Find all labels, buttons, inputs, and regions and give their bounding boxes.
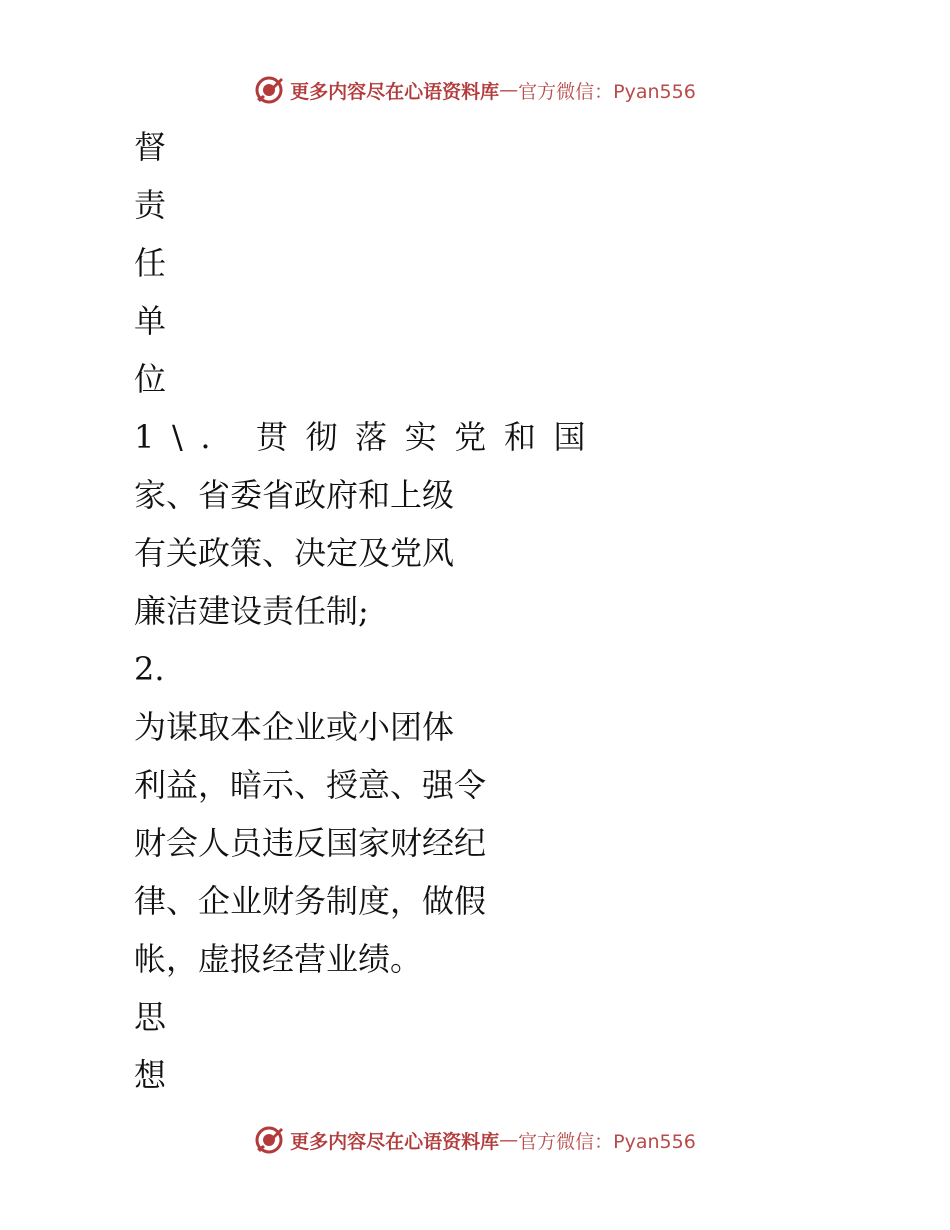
body-line: 责 — [134, 186, 167, 224]
body-line: 想 — [134, 1056, 167, 1094]
body-line: 有关政策、决定及党风 — [134, 534, 455, 572]
body-line: 利益，暗示、授意、强令 — [134, 766, 487, 804]
footer-watermark-banner — [0, 1120, 950, 1160]
body-line: 位 — [134, 360, 167, 398]
brand-text: 更多内容尽在心语资料库 — [290, 1130, 500, 1153]
body-line: 单 — [134, 302, 167, 340]
body-line: 督 — [134, 128, 167, 166]
wechat-text: 官方微信：Pyan556 — [518, 80, 696, 103]
separator-dash: — — [499, 79, 519, 101]
body-line: 帐，虚报经营业绩。 — [134, 940, 423, 978]
document-body — [134, 118, 654, 1104]
body-line: 为谋取本企业或小团体 — [134, 708, 455, 746]
body-line: 家、省委省政府和上级 — [134, 476, 455, 514]
pen-logo-icon — [254, 1125, 284, 1155]
pen-logo-icon — [254, 75, 284, 105]
body-line: 思 — [134, 998, 167, 1036]
body-line: 律、企业财务制度，做假 — [134, 882, 487, 920]
separator-dash: — — [499, 1129, 519, 1151]
body-line: 1\. 贯彻落实党和国 — [134, 418, 604, 456]
header-watermark-banner — [0, 70, 950, 110]
wechat-text: 官方微信：Pyan556 — [518, 1130, 696, 1153]
body-line: 财会人员违反国家财经纪 — [134, 824, 487, 862]
body-line: 廉洁建设责任制; — [134, 592, 369, 630]
body-line: 任 — [134, 244, 167, 282]
brand-text: 更多内容尽在心语资料库 — [290, 80, 500, 103]
body-line: 2. — [134, 650, 165, 688]
